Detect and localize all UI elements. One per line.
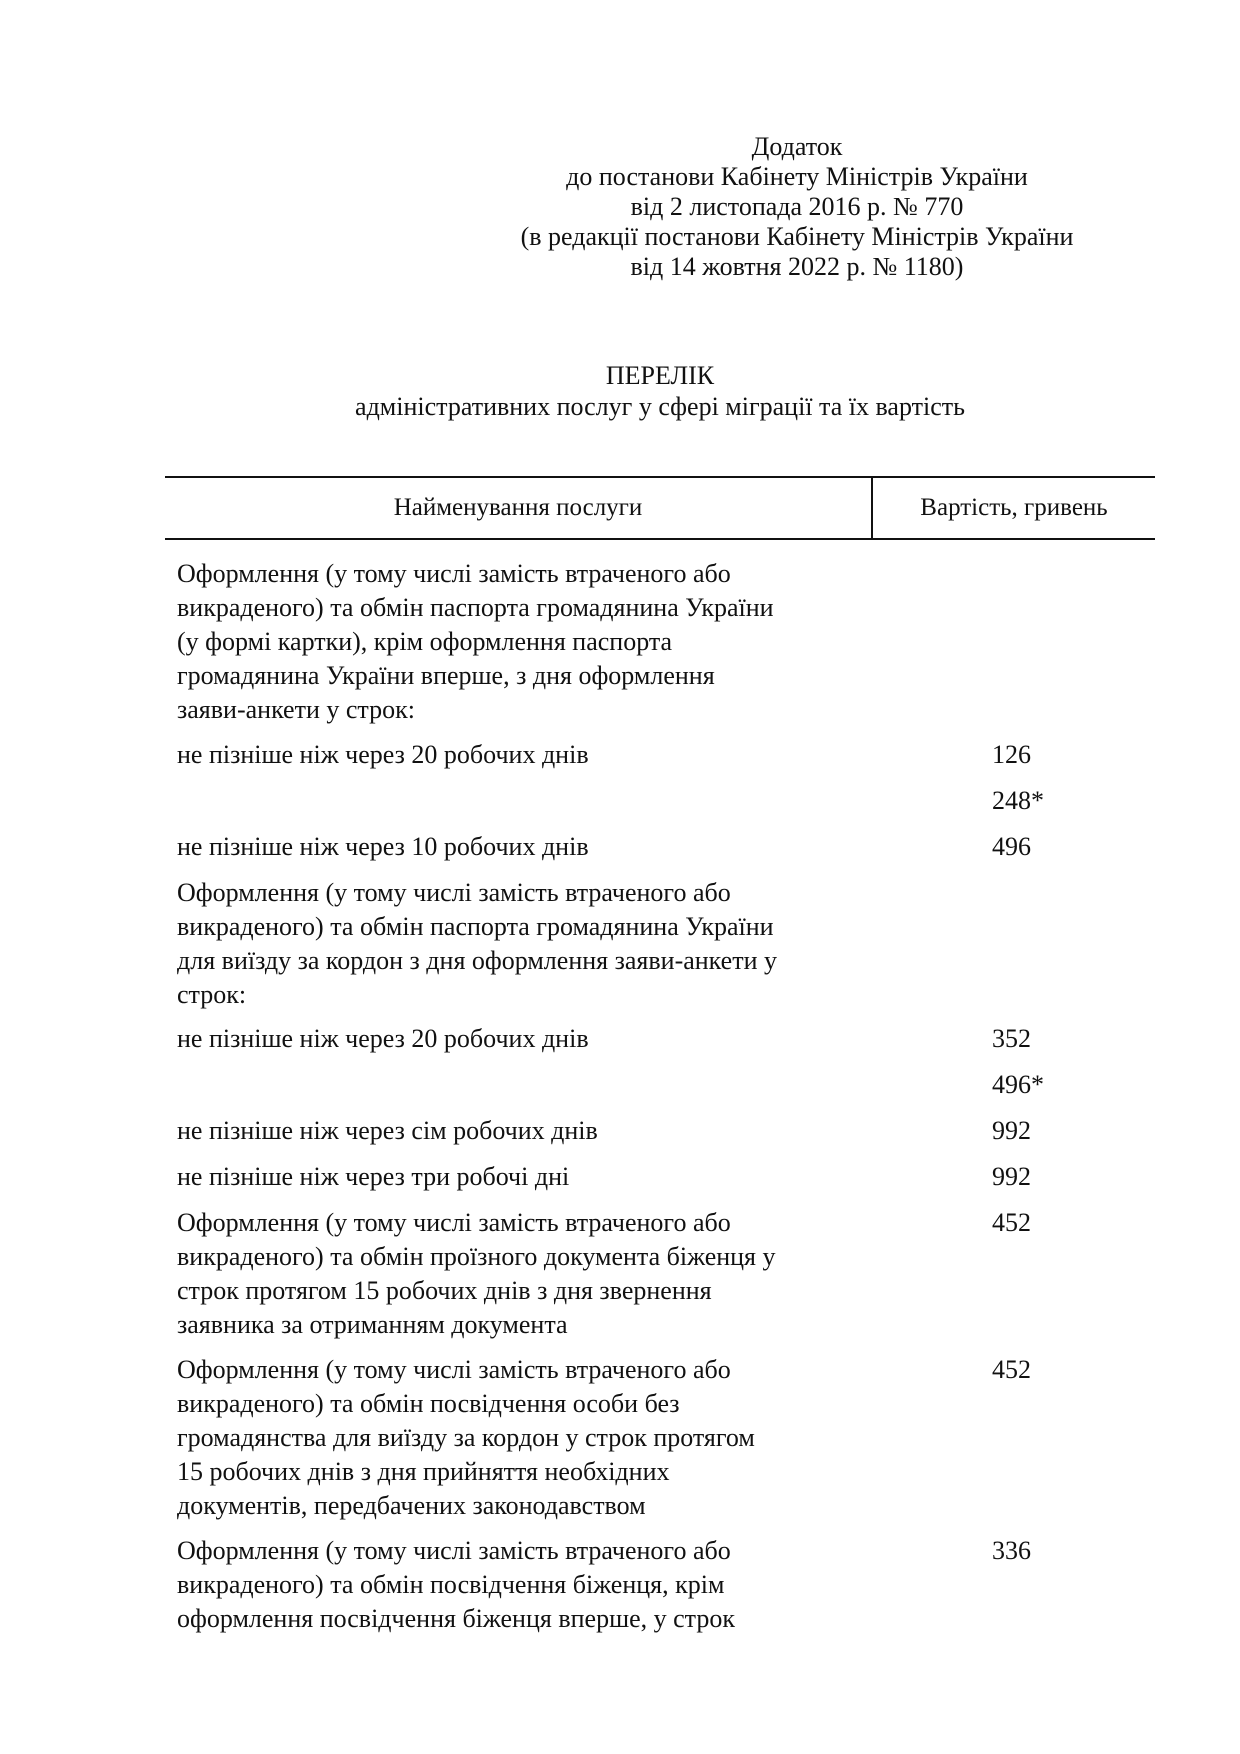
service-price: 336 [992,1536,1031,1565]
addendum-line: від 14 жовтня 2022 р. № 1180) [630,252,964,281]
service-price: 992 [992,1162,1031,1191]
service-name-line: Оформлення (у тому числі замість втраченого або [177,559,731,588]
service-price: 992 [992,1116,1031,1145]
service-name-line: Оформлення (у тому числі замість втраченого або [177,1208,731,1237]
table-header [165,476,1155,540]
title-heading: ПЕРЕЛІК [605,361,715,390]
service-name-line: не пізніше ніж через 20 робочих днів [177,1024,589,1053]
header-service-name: Найменування послуги [165,478,873,538]
service-name-line: викраденого) та обмін посвідчення особи без [177,1389,680,1418]
service-name [177,1206,867,1342]
service-name-line: Оформлення (у тому числі замість втраченого або [177,878,731,907]
service-price: 452 [992,1355,1031,1384]
document-title [165,360,1155,422]
service-name [177,830,867,864]
service-name-line: 15 робочих днів з дня прийняття необхідних [177,1457,670,1486]
services-table [165,476,1155,1633]
service-name [177,1534,867,1636]
service-name-line: (у формі картки), крім оформлення паспорта [177,627,673,656]
service-name-line: громадянства для виїзду за кордон у строк протягом [177,1423,755,1452]
service-name-line: заяви-анкети у строк: [177,695,415,724]
header-price: Вартість, гривень [920,494,1108,521]
service-name-line: оформлення посвідчення біженця вперше, у строк [177,1604,735,1633]
service-name-line: строк протягом 15 робочих днів з дня звернення [177,1276,712,1305]
service-name-line: для виїзду за кордон з дня оформлення заяви-анкети у [177,946,777,975]
service-price: 352 [992,1024,1031,1053]
service-name-line: не пізніше ніж через 20 робочих днів [177,740,589,769]
service-name-line: заявника за отриманням документа [177,1310,568,1339]
service-price: 126 [992,740,1031,769]
service-name [177,738,867,772]
addendum-line: Додаток [751,132,843,161]
addendum-line: від 2 листопада 2016 р. № 770 [630,192,964,221]
service-name-line: не пізніше ніж через три робочі дні [177,1162,570,1191]
service-name-line: викраденого) та обмін посвідчення біженця, крім [177,1570,725,1599]
service-name-line: громадянина України вперше, з дня оформлення [177,661,715,690]
service-price: 248* [992,786,1044,815]
service-name [177,1022,867,1056]
service-price: 496 [992,832,1031,861]
service-name-line: не пізніше ніж через 10 робочих днів [177,832,589,861]
service-name-line: викраденого) та обмін паспорта громадянина України [177,912,774,941]
service-price: 496* [992,1070,1044,1099]
service-name [177,1114,867,1148]
service-name-line: не пізніше ніж через сім робочих днів [177,1116,598,1145]
service-name [177,557,867,727]
service-price: 452 [992,1208,1031,1237]
addendum-line: (в редакції постанови Кабінету Міністрів України [520,222,1074,251]
addendum-line: до постанови Кабінету Міністрів України [566,162,1028,191]
addendum-header [440,132,1154,282]
service-name-line: викраденого) та обмін проїзного документа біженця у [177,1242,776,1271]
service-name-line: строк: [177,980,247,1009]
service-name-line: Оформлення (у тому числі замість втраченого або [177,1536,731,1565]
service-name [177,1353,867,1523]
title-subtitle: адміністративних послуг у сфері міграції та їх вартість [355,392,965,421]
service-name-line: Оформлення (у тому числі замість втраченого або [177,1355,731,1384]
service-name [177,1160,867,1194]
service-name-line: документів, передбачених законодавством [177,1491,646,1520]
service-name [177,876,867,1012]
service-name-line: викраденого) та обмін паспорта громадянина України [177,593,774,622]
